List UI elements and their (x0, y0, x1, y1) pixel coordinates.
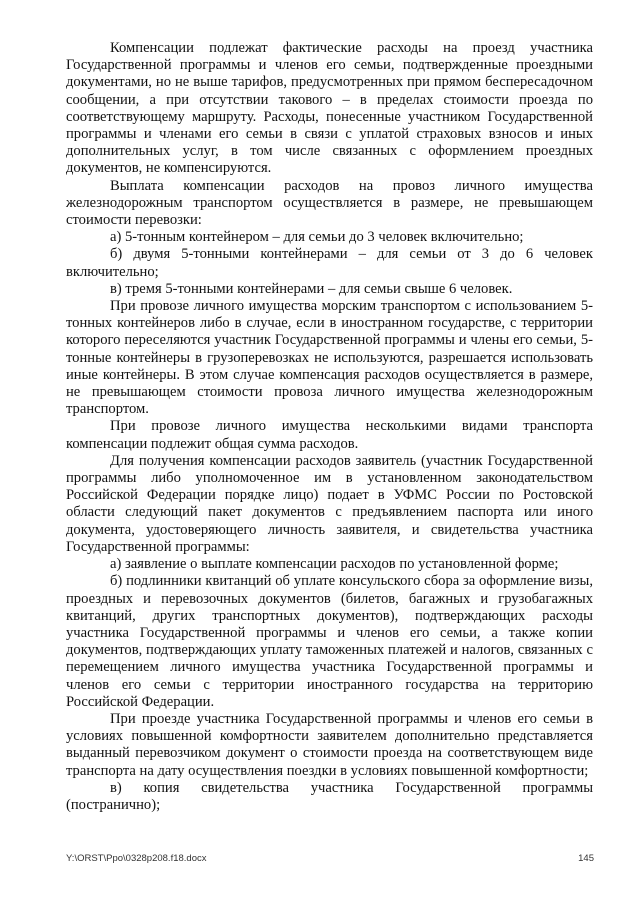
page-number: 145 (578, 853, 594, 864)
file-path: Y:\ORST\Ppo\0328p208.f18.docx (66, 853, 207, 864)
paragraph: Компенсации подлежат фактические расходы на проезд участника Государственной программы и членов его семьи, подтвержденные проездными документами, но не выше тарифов, предусмотренных при прямом беспересадочном сообщении, а при отсутствии такового – в пределах стоимости проезда по соответствующему маршруту. Расходы, понесенные участником Государственной программы и членами его семьи в связи с уплатой страховых взносов и иных дополнительных услуг, в том числе связанных с оформлением проездных документов, не компенсируются. (66, 40, 593, 177)
list-item: б) двумя 5-тонными контейнерами – для семьи от 3 до 6 человек включительно; (66, 246, 593, 280)
list-item: б) подлинники квитанций об уплате консульского сбора за оформление визы, проездных и перевозочных документов (билетов, багажных и грузобагажных квитанций, других транспортных документов), подтверждающих расходы участника Государственной программы и членов его семьи, а также копии документов, подтверждающих уплату таможенных платежей и налогов, связанных с перемещением личного имущества участника Государственной программы и членов его семьи с территории иностранного государства на территорию Российской Федерации. (66, 573, 593, 710)
paragraph: Выплата компенсации расходов на провоз личного имущества железнодорожным транспортом осуществляется в размере, не превышающем стоимости перевозки: (66, 177, 593, 229)
list-item: в) тремя 5-тонными контейнерами – для семьи свыше 6 человек. (110, 280, 513, 297)
paragraph: При провозе личного имущества морским транспортом с использованием 5-тонных контейнеров либо в случае, если в иностранном государстве, с территории которого переселяются участник Государственной программы и члены его семьи, 5-тонные контейнеры в грузоперевозках не используются, разрешается использовать иные контейнеры. В этом случае компенсация расходов осуществляется в размере, не превышающем стоимости провоза личного имущества железнодорожным транспортом. (66, 298, 593, 418)
list-item: в) копия свидетельства участника Государственной программы (постранично); (66, 779, 593, 813)
list-item: а) 5-тонным контейнером – для семьи до 3 человек включительно; (110, 229, 524, 246)
list-item: а) заявление о выплате компенсации расходов по установленной форме; (110, 556, 559, 573)
paragraph: При провозе личного имущества несколькими видами транспорта компенсации подлежит общая сумма расходов. (66, 418, 593, 452)
page-footer (66, 853, 594, 864)
document-body (66, 40, 593, 814)
paragraph: При проезде участника Государственной программы и членов его семьи в условиях повышенной комфортности заявителем дополнительно представляется выданный перевозчиком документ о стоимости проезда на соответствующем виде транспорта на дату осуществления поездки в условиях повышенной комфортности; (66, 710, 593, 779)
paragraph: Для получения компенсации расходов заявитель (участник Государственной программы либо уполномоченное им в установленном законодательством Российской Федерации порядке лицо) подает в УФМС России по Ростовской области следующий пакет документов с предъявлением паспорта или иного документа, удостоверяющего личность заявителя, и свидетельства участника Государственной программы: (66, 452, 593, 555)
